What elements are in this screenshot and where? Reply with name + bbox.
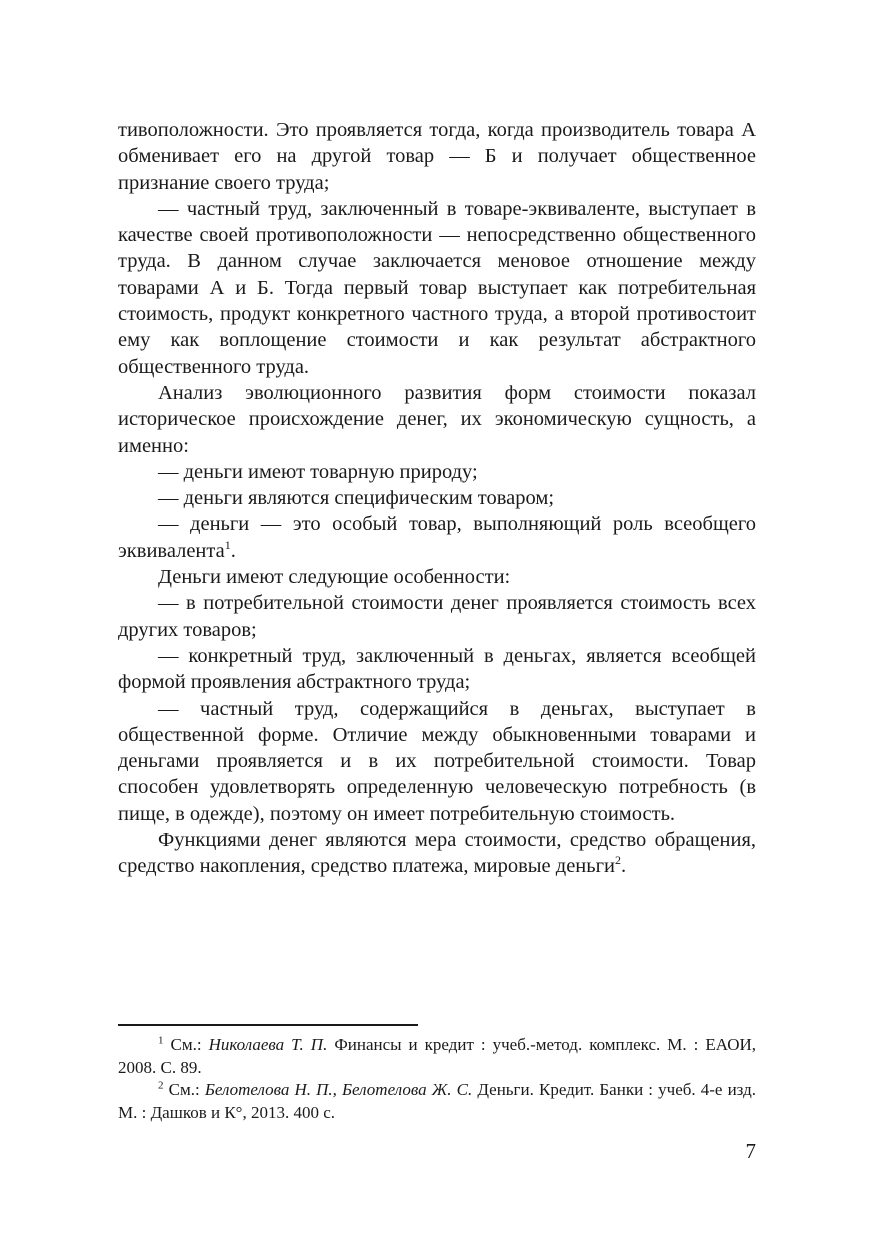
- footnote-reference[interactable]: 2: [615, 853, 622, 868]
- list-item: — в потребительной стоимости денег проявляется стоимость всех других товаров;: [118, 592, 756, 641]
- paragraph: — частный труд, заключенный в товаре-эквиваленте, выступает в качестве своей противоположности — непосредственно общественного труда. В данном случае заключается меновое отношение между товарами А и Б. Тогда первый товар выступает как потребительная стоимость, продукт конкретного частного труда, а второй противостоит ему как воплощение стоимости и как результат абстрактного общественного труда.: [118, 197, 756, 378]
- page-number: 7: [745, 1139, 756, 1163]
- list-item: — деньги — это особый товар, выполняющий роль всеобщего эквивалента$^1$.: [118, 513, 756, 562]
- paragraph: Функциями денег являются мера стоимости, средство обращения, средство накопления, средство платежа, мировые деньги$^2$.: [118, 829, 756, 878]
- footnotes: [118, 1034, 756, 1124]
- footnote: $^2$ См.: Белотелова Н. П., Белотелова Ж. С. Деньги. Кредит. Банки : учеб. 4-е изд. М. : Дашков и К°, 2013. 400 с.: [118, 1079, 756, 1122]
- list-item: — конкретный труд, заключенный в деньгах, является всеобщей формой проявления абстрактного труда;: [118, 644, 756, 694]
- list-item: — деньги являются специфическим товаром;: [158, 487, 555, 510]
- body-text: [118, 117, 756, 880]
- footnote-separator: [118, 1024, 418, 1026]
- footnote-reference[interactable]: 1: [224, 537, 231, 552]
- footnote: $^1$ См.: Николаева Т. П. Финансы и кредит : учеб.-метод. комплекс. М. : ЕАОИ, 2008. С. 89.: [118, 1034, 756, 1077]
- list-item: — деньги имеют товарную природу;: [158, 460, 478, 483]
- footnote-mark: 1: [158, 1034, 164, 1047]
- footnote-author: Николаева Т. П.: [208, 1035, 328, 1054]
- paragraph: тивоположности. Это проявляется тогда, когда производитель товара А обменивает его на другой товар — Б и получает общественное признание своего труда;: [118, 119, 756, 194]
- paragraph: Деньги имеют следующие особенности:: [158, 566, 511, 589]
- footnote-mark: 2: [158, 1079, 164, 1092]
- list-item: — частный труд, содержащийся в деньгах, выступает в общественной форме. Отличие между обыкновенными товарами и деньгами проявляется и в их потребительной стоимости. Товар способен удовлетворять определенную человеческую потребность (в пище, в одежде), поэтому он имеет потребительную стоимость.: [118, 697, 756, 825]
- footnote-author: Белотелова Н. П., Белотелова Ж. С.: [204, 1080, 473, 1099]
- paragraph: Анализ эволюционного развития форм стоимости показал историческое происхождение денег, их экономическую сущность, а именно:: [118, 381, 756, 457]
